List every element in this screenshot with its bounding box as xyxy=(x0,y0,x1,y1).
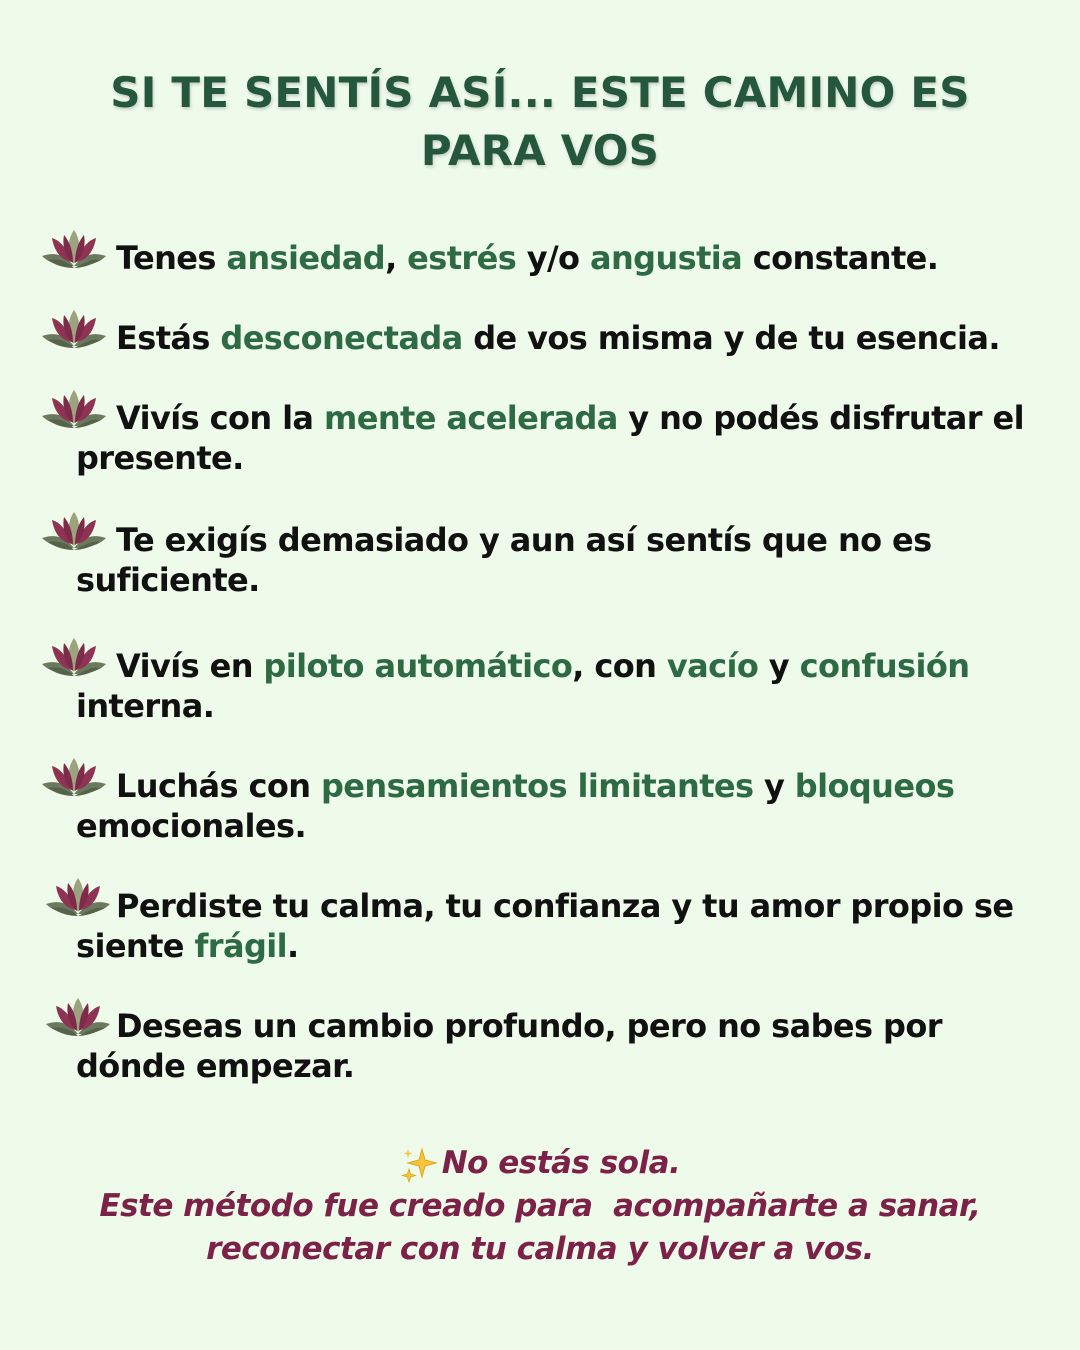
page-title xyxy=(60,64,1020,180)
title-line-1: SI TE SENTÍS ASÍ... ESTE CAMINO ES xyxy=(110,68,970,117)
list-item xyxy=(40,1006,1050,1086)
text-segment: emocionales. xyxy=(76,807,307,845)
text-segment: Deseas un cambio profundo, pero no sabes por dónde empezar. xyxy=(76,1007,942,1085)
list-item-text xyxy=(40,766,1050,846)
text-segment: y no podés disfrutar el presente. xyxy=(76,399,1024,477)
lotus-icon xyxy=(44,874,112,918)
lotus-icon xyxy=(40,754,108,798)
text-segment: Vivís en xyxy=(116,647,264,685)
list-item xyxy=(40,766,1050,846)
lotus-icon xyxy=(40,306,108,350)
text-segment: y/o xyxy=(516,239,590,277)
list-item-text xyxy=(40,1006,1050,1086)
list-item xyxy=(40,318,1050,358)
list-item xyxy=(40,398,1050,478)
highlighted-word: mente acelerada xyxy=(323,399,618,437)
highlighted-word: pensamientos limitantes xyxy=(320,767,754,805)
highlighted-word: desconectada xyxy=(220,319,463,357)
text-segment: Te exigís demasiado y aun así sentís que no es suficiente. xyxy=(76,521,932,599)
footer-line-1 xyxy=(60,1142,1020,1185)
footer-line-2: Este método fue creado para acompañarte a sanar, xyxy=(99,1188,981,1224)
list-item xyxy=(40,520,1050,600)
text-segment: . xyxy=(287,927,299,965)
list-item-text xyxy=(40,238,1050,278)
highlighted-word: confusión xyxy=(799,647,970,685)
list-item xyxy=(40,238,1050,278)
highlighted-word: angustia xyxy=(589,239,743,277)
highlighted-word: estrés xyxy=(407,239,517,277)
text-segment: , con xyxy=(572,647,667,685)
text-segment: Tenes xyxy=(116,239,227,277)
list-item-text xyxy=(40,646,1050,726)
highlighted-word: ansiedad xyxy=(226,239,386,277)
footer-text-1: No estás sola. xyxy=(441,1145,681,1181)
lotus-icon xyxy=(44,994,112,1038)
lotus-icon xyxy=(40,386,108,430)
text-segment: , xyxy=(385,239,408,277)
text-segment: y xyxy=(758,647,800,685)
list-item-text xyxy=(40,886,1050,966)
highlighted-word: piloto automático xyxy=(263,647,573,685)
list-item-text xyxy=(40,520,1050,600)
list-item-text xyxy=(40,318,1050,358)
list-item-text xyxy=(40,398,1050,478)
list-item xyxy=(40,646,1050,726)
closing-message xyxy=(60,1142,1020,1271)
lotus-icon xyxy=(40,634,108,678)
text-segment: Estás xyxy=(116,319,221,357)
highlighted-word: vacío xyxy=(666,647,759,685)
text-segment: interna. xyxy=(76,687,215,725)
footer-line-3: reconectar con tu calma y volver a vos. xyxy=(206,1231,874,1267)
sparkles-icon xyxy=(400,1145,440,1185)
list-item xyxy=(40,886,1050,966)
lotus-icon xyxy=(40,226,108,270)
text-segment: Perdiste tu calma, tu confianza y tu amor propio se siente xyxy=(76,887,1014,965)
text-segment: Vivís con la xyxy=(116,399,324,437)
text-segment: y xyxy=(753,767,795,805)
text-segment: Luchás con xyxy=(116,767,321,805)
highlighted-word: bloqueos xyxy=(794,767,955,805)
text-segment: constante. xyxy=(742,239,939,277)
text-segment: de vos misma y de tu esencia. xyxy=(462,319,1000,357)
highlighted-word: frágil xyxy=(194,927,287,965)
lotus-icon xyxy=(40,508,108,552)
title-line-2: PARA VOS xyxy=(420,126,660,175)
